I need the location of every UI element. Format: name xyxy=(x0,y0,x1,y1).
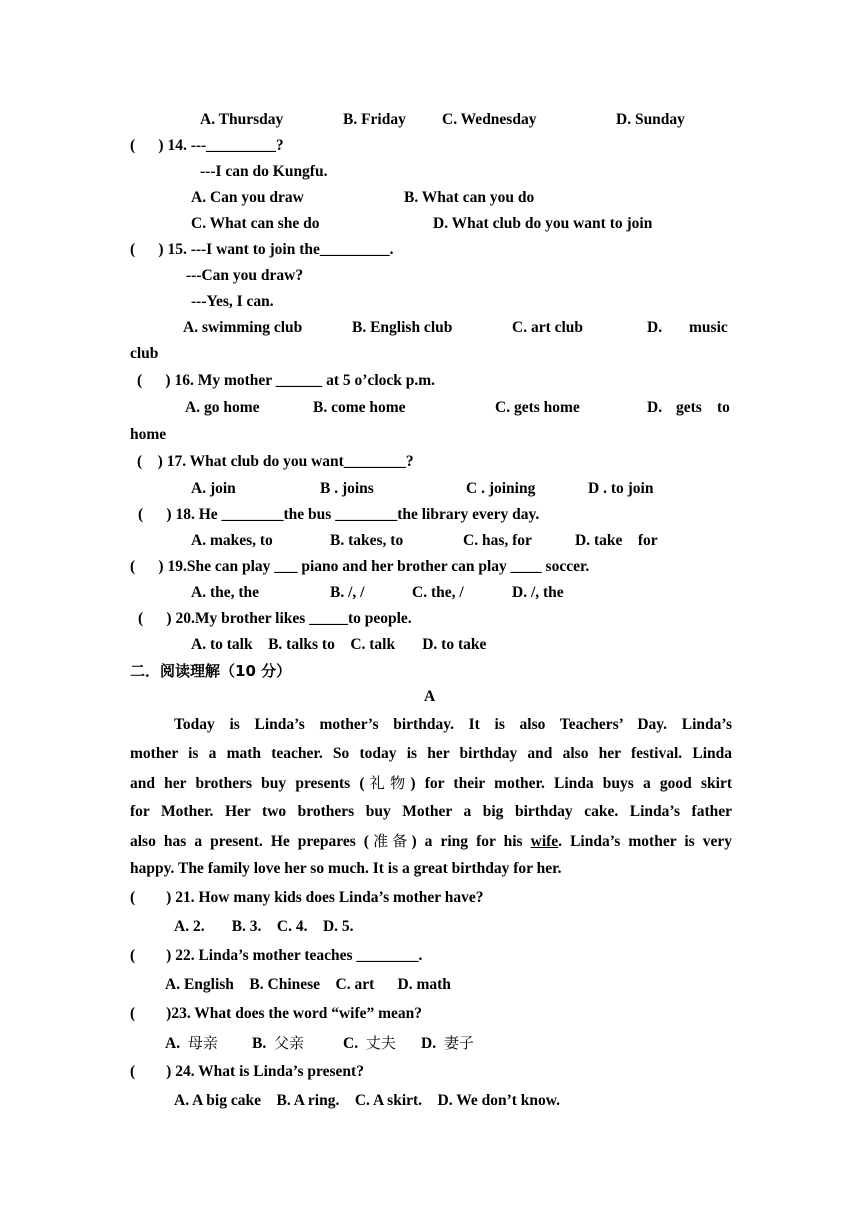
q14-option-d: D. What club do you want to join xyxy=(433,215,653,232)
passage-line-5-a: also has a present. He prepares ( xyxy=(130,833,369,850)
q18-option-a: A. makes, to xyxy=(191,532,273,549)
q13-option-b: B. Friday xyxy=(343,111,406,128)
q19-option-d: D. /, the xyxy=(512,584,564,601)
passage-underlined-word: wife xyxy=(530,833,559,850)
q23-option-c xyxy=(343,1033,396,1054)
q16-option-d-wrap: home xyxy=(130,426,167,443)
q23-option-a-text: 母亲 xyxy=(187,1034,218,1052)
passage-gloss-presents: 礼物 xyxy=(364,774,411,792)
q15-line3: ---Yes, I can. xyxy=(191,293,274,310)
passage-line-6: happy. The family love her so much. It is a great birthday for her. xyxy=(130,860,562,877)
q18-option-d: D. take for xyxy=(575,532,658,549)
passage-line-5-c: . Linda’s mother is very xyxy=(558,833,732,850)
q23-option-b xyxy=(252,1033,304,1054)
q20-stem: ( ) 20.My brother likes _____to people. xyxy=(138,610,412,627)
q17-option-b: B . joins xyxy=(320,480,374,497)
q15-option-b: B. English club xyxy=(352,319,453,336)
passage-label: A xyxy=(424,688,436,705)
q23-option-d-text: 妻子 xyxy=(443,1034,474,1052)
q15-line2: ---Can you draw? xyxy=(186,267,304,284)
q17-stem: ( ) 17. What club do you want________? xyxy=(137,453,414,470)
q19-option-c: C. the, / xyxy=(412,584,464,601)
section-heading: 二．阅读理解（10 分） xyxy=(130,662,292,680)
q15-option-a: A. swimming club xyxy=(183,319,303,336)
passage-line-5 xyxy=(130,831,732,852)
q16-option-c: C. gets home xyxy=(495,399,580,416)
q24-stem: ( ) 24. What is Linda’s present? xyxy=(130,1063,364,1080)
q19-option-a: A. the, the xyxy=(191,584,260,601)
q23-option-a-letter: A. xyxy=(165,1035,181,1052)
q23-option-b-text: 父亲 xyxy=(273,1034,304,1052)
q19-option-b: B. /, / xyxy=(330,584,365,601)
passage-line-4: for Mother. Her two brothers buy Mother a big birthday cake. Linda’s father xyxy=(130,803,732,820)
passage-line-3-a: and her brothers buy presents ( xyxy=(130,775,365,792)
q23-option-a xyxy=(165,1033,218,1054)
q18-option-c: C. has, for xyxy=(463,532,532,549)
q22-options: A. English B. Chinese C. art D. math xyxy=(165,976,451,993)
q16-stem: ( ) 16. My mother ______ at 5 o’clock p.m. xyxy=(137,372,436,389)
q24-options: A. A big cake B. A ring. C. A skirt. D. We don’t know. xyxy=(174,1092,560,1109)
q22-stem: ( ) 22. Linda’s mother teaches ________. xyxy=(130,947,423,964)
q18-option-b: B. takes, to xyxy=(330,532,404,549)
q15-option-d-letter: D. xyxy=(647,319,663,336)
q14-option-a: A. Can you draw xyxy=(191,189,304,206)
q16-option-d-letter: D. xyxy=(647,399,663,416)
q18-stem: ( ) 18. He ________the bus ________the library every day. xyxy=(138,506,540,523)
q14-option-c: C. What can she do xyxy=(191,215,320,232)
passage-gloss-prepares: 准备 xyxy=(368,832,412,850)
q23-option-b-letter: B. xyxy=(252,1035,267,1052)
q13-option-c: C. Wednesday xyxy=(442,111,537,128)
q16-option-d-word1: gets xyxy=(676,399,702,416)
q17-option-c: C . joining xyxy=(466,480,536,497)
q21-options: A. 2. B. 3. C. 4. D. 5. xyxy=(174,918,354,935)
q16-option-b: B. come home xyxy=(313,399,406,416)
q15-option-c: C. art club xyxy=(512,319,584,336)
q20-options: A. to talk B. talks to C. talk D. to take xyxy=(191,636,487,653)
q23-option-c-text: 丈夫 xyxy=(365,1034,396,1052)
q17-option-d: D . to join xyxy=(588,480,654,497)
q23-option-d xyxy=(421,1033,474,1054)
q15-option-d-wrap: club xyxy=(130,345,159,362)
q17-option-a: A. join xyxy=(191,480,236,497)
q13-option-d: D. Sunday xyxy=(616,111,685,128)
passage-line-3 xyxy=(130,773,732,794)
q13-option-a: A. Thursday xyxy=(200,111,284,128)
q23-option-c-letter: C. xyxy=(343,1035,359,1052)
passage-line-1: Today is Linda’s mother’s birthday. It is also Teachers’ Day. Linda’s xyxy=(174,716,732,733)
q23-option-d-letter: D. xyxy=(421,1035,437,1052)
passage-line-3-b: ) for their mother. Linda buys a good skirt xyxy=(410,775,732,792)
passage-line-2: mother is a math teacher. So today is her birthday and also her festival. Linda xyxy=(130,745,732,762)
q16-option-a: A. go home xyxy=(185,399,260,416)
q15-stem: ( ) 15. ---I want to join the_________. xyxy=(130,241,394,258)
passage-line-5-b: ) a ring for his xyxy=(411,833,531,850)
q14-reply: ---I can do Kungfu. xyxy=(200,163,328,180)
q14-stem: ( ) 14. ---_________? xyxy=(130,137,284,154)
q15-option-d-text: music xyxy=(689,319,728,336)
q19-stem: ( ) 19.She can play ___ piano and her brother can play ____ soccer. xyxy=(130,558,590,575)
q23-stem: ( )23. What does the word “wife” mean? xyxy=(130,1005,423,1022)
q21-stem: ( ) 21. How many kids does Linda’s mother have? xyxy=(130,889,484,906)
q14-option-b: B. What can you do xyxy=(404,189,535,206)
q16-option-d-word2: to xyxy=(717,399,730,416)
